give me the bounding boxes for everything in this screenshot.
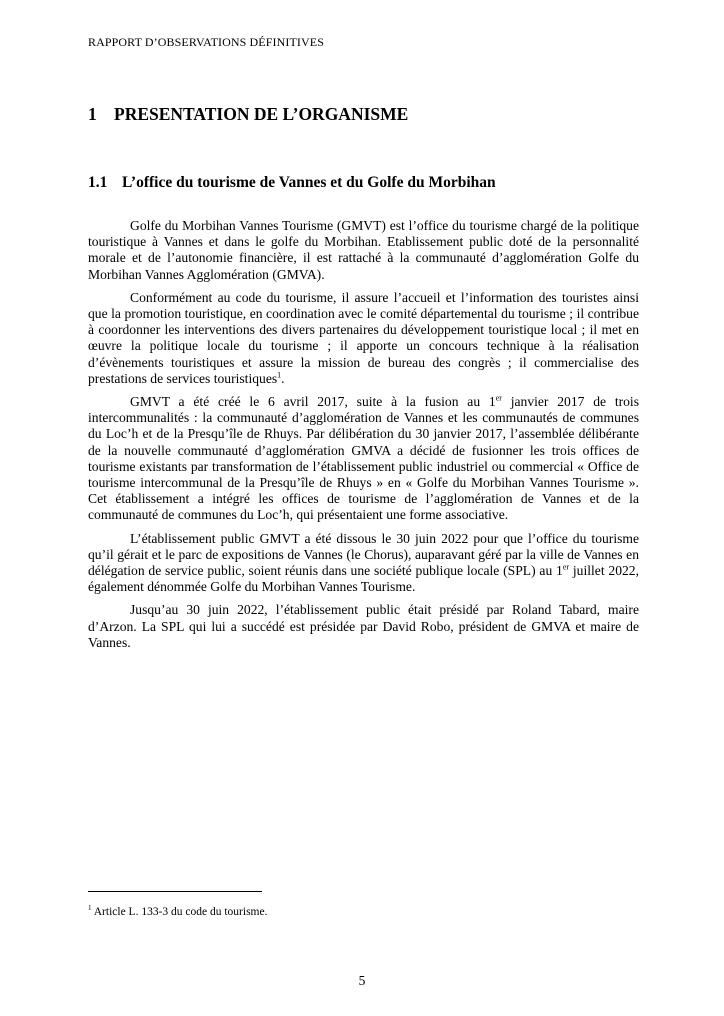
page-number: 5 — [358, 973, 366, 988]
body-text — [88, 218, 639, 658]
paragraph-3-text-a: GMVT a été créé le 6 avril 2017, suite à la fusion au 1 — [130, 394, 496, 410]
ordinal-superscript: er — [562, 562, 570, 572]
subsection-title: L’office du tourisme de Vannes et du Golfe du Morbihan — [122, 174, 496, 191]
footnote-reference[interactable]: 1 — [277, 370, 282, 380]
section-number: 1 — [88, 104, 97, 124]
paragraph-4-text-a: L’établissement public GMVT a été dissous le 30 juin 2022 pour que l’office du tourisme qu’il gérait et le parc de expositions de Vannes (le Chorus), auparavant géré par la ville de Vannes en délégation de service public, soient réunis dans une société publique locale (SPL) au 1 — [88, 530, 639, 579]
paragraph-2 — [88, 290, 639, 387]
footnote-number: 1 — [88, 904, 92, 913]
subsection-number: 1.1 — [88, 174, 108, 191]
running-header: RAPPORT D’OBSERVATIONS DÉFINITIVES — [88, 35, 324, 49]
section-heading — [88, 104, 408, 125]
paragraph-4-text-b: juillet 2022, également dénommée Golfe du Morbihan Vannes Tourisme. — [88, 563, 639, 595]
ordinal-superscript: er — [495, 393, 502, 403]
subsection-heading — [88, 174, 496, 192]
footnote-separator — [88, 891, 262, 892]
footnote — [88, 906, 267, 918]
paragraph-4 — [88, 531, 639, 596]
paragraph-1: Golfe du Morbihan Vannes Tourisme (GMVT) est l’office du tourisme chargé de la politique touristique à Vannes et dans le golfe du Morbihan. Etablissement public doté de la personnalité morale et de l’autonomie financière, il est rattaché à la communauté d’agglomération Golfe du Morbihan Vannes Agglomération (GMVA). — [88, 218, 639, 282]
section-title: PRESENTATION DE L’ORGANISME — [114, 104, 409, 124]
paragraph-2-end: . — [281, 370, 285, 386]
paragraph-3 — [88, 394, 639, 524]
paragraph-2-text: Conformément au code du tourisme, il assure l’accueil et l’information des touristes ainsi que la promotion touristique, en coordination avec le comité départemental du tourisme ; il contribue à coordonner les interventions des divers partenaires du développement touristique local ; il met en œuvre la politique locale du tourisme ; il apporte un concours technique à la réalisation d’évènements touristiques et assure la mission de bureau des congrès ; il commercialise des prestations de services touristiques — [88, 289, 639, 386]
footnote-text: Article L. 133-3 du code du tourisme. — [91, 906, 268, 918]
paragraph-5: Jusqu’au 30 juin 2022, l’établissement public était présidé par Roland Tabard, maire d’Arzon. La SPL qui lui a succédé est présidée par David Robo, président de GMVA et maire de Vannes. — [88, 602, 639, 650]
paragraph-3-text-b: janvier 2017 de trois intercommunalités : la communauté d’agglomération de Vannes et les communautés de communes du Loc’h et de la Presqu’île de Rhuys. Par délibération du 30 janvier 2017, l’assemblée délibérante de la nouvelle communauté d’agglomération GMVA a décidé de fusionner les trois offices de tourisme existants par transformation de l’établissement public industriel ou commercial « Office de tourisme intercommunal de la Presqu’île de Rhuys » en « Golfe du Morbihan Vannes Tourisme ». Cet établissement a intégré les offices de tourisme de l’agglomération de Vannes et de la communauté de communes du Loc’h, qui présentaient une forme associative. — [88, 394, 639, 523]
